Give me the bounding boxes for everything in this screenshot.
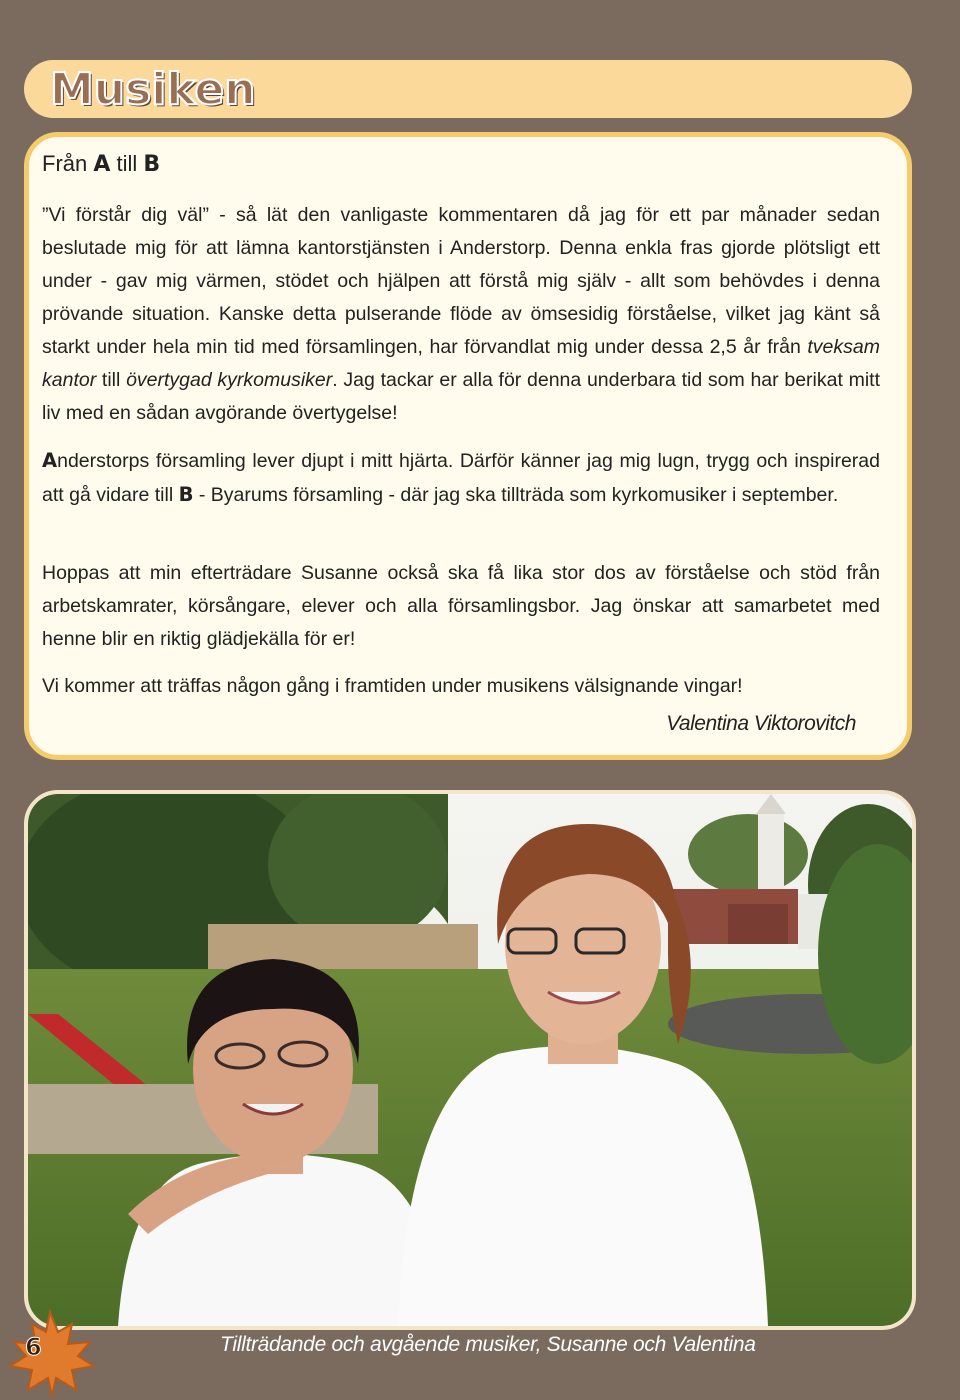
paragraph-1 [42, 199, 880, 430]
p1-italic-1: tveksam kantor [42, 336, 880, 391]
article-heading [42, 151, 160, 177]
heading-letter-b: B [143, 152, 161, 177]
p2-text-2: - Byarums församling - där jag ska tillträda som kyrkomusiker i september. [193, 484, 839, 506]
photo-two-women [28, 794, 912, 1326]
page-number: 6 [25, 1333, 42, 1361]
p1-italic-2: övertygad kyrkomusiker [126, 369, 333, 391]
heading-middle: till [110, 151, 144, 176]
p2-drop-letter: A [42, 449, 58, 472]
p1-text-1: ”Vi förstår dig väl” - så lät den vanligaste kommentaren då jag för ett par månader sedan beslutade mig för att lämna kantorstjänsten i Anderstorp. Denna enkla fras gjorde plötsligt ett under - gav mig värmen, stödet och hjälpen att förstå mig själv - allt som behövdes i denna prövande situation. Kanske detta pulserande flöde av ömsesidig förståelse, vilket jag känt så starkt under hela min tid med församlingen, har förvandlat mig under dessa 2,5 år från [42, 204, 880, 358]
signature: Valentina Viktorovitch [666, 712, 856, 735]
photo-frame [24, 790, 916, 1330]
p1-text-2: . Jag tackar er alla för denna underbara tid som har berikat mitt liv med en sådan avgörande övertygelse! [42, 369, 881, 424]
heading-prefix: Från [42, 151, 94, 176]
photo-caption: Tillträdande och avgående musiker, Susanne och Valentina [220, 1333, 756, 1356]
heading-letter-a: A [93, 152, 111, 177]
paragraph-4: Vi kommer att träffas någon gång i framtiden under musikens välsignande vingar! [42, 675, 743, 697]
paragraph-3: Hoppas att min efterträdare Susanne också ska få lika stor dos av förståelse och stöd från arbetskamrater, körsångare, elever och alla församlingsbor. Jag önskar att samarbetet med henne blir en riktig glädjekälla för er! [42, 562, 880, 650]
paragraph-2 [42, 444, 880, 512]
section-title: Musiken [50, 64, 256, 115]
p2-text-1: nderstorps församling lever djupt i mitt hjärta. Därför känner jag mig lugn, trygg och inspirerad att gå vidare till [42, 450, 880, 506]
p1-text-mid: till [96, 369, 127, 391]
p2-letter-b: B [178, 483, 194, 506]
maple-leaf-icon [2, 1308, 98, 1398]
